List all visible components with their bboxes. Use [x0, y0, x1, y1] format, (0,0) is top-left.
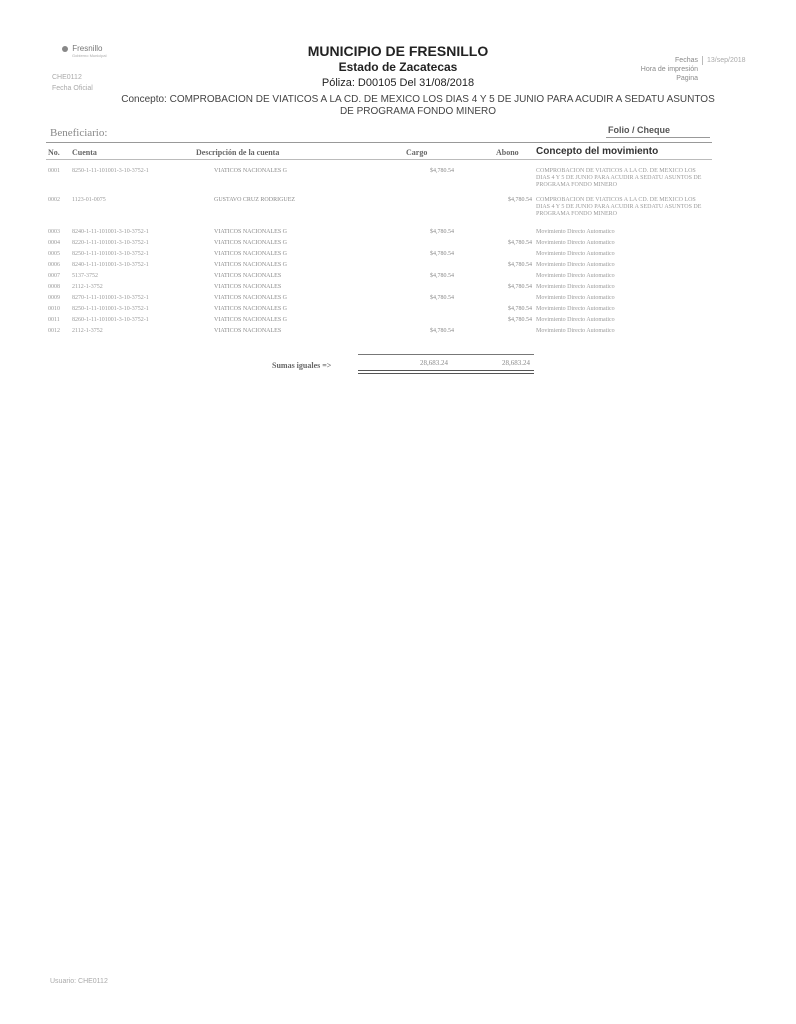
cell-cuenta: 2112-1-3752 [72, 328, 103, 334]
totals-rule-bottom-1 [358, 370, 534, 371]
col-header-abono: Abono [496, 148, 519, 157]
col-header-cargo: Cargo [406, 148, 428, 157]
cell-cuenta: 8250-1-11-101001-3-10-3752-1 [72, 306, 149, 312]
cell-concepto: Movimiento Directo Automatico [536, 328, 615, 334]
sumas-label: Sumas iguales => [272, 361, 332, 370]
cell-descripcion: VIATICOS NACIONALES G [214, 251, 287, 257]
meta-left-line-2: Fecha Oficial [52, 85, 93, 92]
logo-subtext: Gobierno Municipal [72, 53, 107, 58]
meta-left-line-1: CHE0112 [52, 74, 82, 81]
cell-concepto: Movimiento Directo Automatico [536, 284, 615, 290]
cell-cargo: $4,780.54 [430, 273, 454, 279]
folio-underline [606, 137, 710, 138]
poliza-line: Póliza: D00105 Del 31/08/2018 [321, 77, 475, 89]
header-rule-bottom [46, 159, 712, 160]
cell-cuenta: 8270-1-11-101001-3-10-3752-1 [72, 295, 149, 301]
folio-label: Folio / Cheque [608, 125, 670, 135]
cell-concepto: Movimiento Directo Automatico [536, 229, 615, 235]
cell-descripcion: VIATICOS NACIONALES G [214, 229, 287, 235]
cell-cargo: $4,780.54 [430, 328, 454, 334]
cell-no: 0007 [48, 273, 60, 279]
concepto-block [78, 94, 758, 118]
cell-concepto: COMPROBACION DE VIATICOS A LA CD. DE MEXICO LOS DIAS 4 Y 5 DE JUNIO PARA ACUDIR A SEDATU ASUNTOS DE PROGRAMA FONDO MINERO [536, 197, 702, 217]
cell-cuenta: 1123-01-0075 [72, 197, 106, 203]
cell-cuenta: 8220-1-11-101001-3-10-3752-1 [72, 240, 149, 246]
cell-abono: $4,780.54 [508, 284, 532, 290]
cell-cuenta: 8260-1-11-101001-3-10-3752-1 [72, 317, 149, 323]
cell-no: 0002 [48, 197, 60, 203]
document-subtitle: Estado de Zacatecas [338, 60, 458, 74]
totals-rule-bottom-2 [358, 373, 534, 374]
sum-abono: 28,683.24 [502, 359, 530, 367]
cell-concepto: Movimiento Directo Automatico [536, 306, 615, 312]
meta-label-fechas: Fechas [675, 57, 698, 64]
cell-cuenta: 8240-1-11-101001-3-10-3752-1 [72, 229, 149, 235]
cell-cargo: $4,780.54 [430, 168, 454, 174]
cell-descripcion: VIATICOS NACIONALES G [214, 295, 287, 301]
cell-concepto: Movimiento Directo Automatico [536, 262, 615, 268]
cell-no: 0008 [48, 284, 60, 290]
col-header-cuenta: Cuenta [72, 148, 97, 157]
cell-no: 0006 [48, 262, 60, 268]
cell-cuenta: 2112-1-3752 [72, 284, 103, 290]
cell-descripcion: VIATICOS NACIONALES G [214, 168, 287, 174]
cell-concepto: Movimiento Directo Automatico [536, 240, 615, 246]
cell-no: 0001 [48, 168, 60, 174]
cell-no: 0005 [48, 251, 60, 257]
cell-no: 0011 [48, 317, 60, 323]
cell-descripcion: VIATICOS NACIONALES G [214, 262, 287, 268]
footer-user: Usuario: CHE0112 [50, 978, 108, 985]
cell-abono: $4,780.54 [508, 317, 532, 323]
col-header-descripcion: Descripción de la cuenta [196, 148, 280, 157]
col-header-concepto: Concepto del movimiento [536, 146, 659, 157]
cell-descripcion: VIATICOS NACIONALES [214, 284, 282, 290]
cell-concepto: Movimiento Directo Automatico [536, 251, 615, 257]
cell-concepto: Movimiento Directo Automatico [536, 295, 615, 301]
cell-no: 0012 [48, 328, 60, 334]
col-header-no: No. [48, 148, 60, 157]
cell-cargo: $4,780.54 [430, 295, 454, 301]
logo-text: Fresnillo [72, 44, 103, 53]
header-rule-top [46, 142, 712, 143]
cell-no: 0010 [48, 306, 60, 312]
totals-rule-top [358, 354, 534, 355]
cell-descripcion: VIATICOS NACIONALES [214, 273, 282, 279]
meta-label-hora: Hora de impresión [640, 66, 698, 73]
cell-cuenta: 8250-1-11-101001-3-10-3752-1 [72, 251, 149, 257]
concepto-line-1: Concepto: COMPROBACION DE VIATICOS A LA CD. DE MEXICO LOS DIAS 4 Y 5 DE JUNIO PARA ACUDIR A SEDATU ASUNTOS [121, 94, 715, 105]
cell-abono: $4,780.54 [508, 240, 532, 246]
cell-cargo: $4,780.54 [430, 229, 454, 235]
sum-cargo: 28,683.24 [420, 359, 448, 367]
cell-descripcion: GUSTAVO CRUZ RODRIGUEZ [214, 197, 296, 203]
cell-descripcion: VIATICOS NACIONALES [214, 328, 282, 334]
cell-abono: $4,780.54 [508, 197, 532, 203]
cell-descripcion: VIATICOS NACIONALES G [214, 317, 287, 323]
cell-cuenta: 5137-3752 [72, 273, 98, 279]
cell-no: 0004 [48, 240, 60, 246]
cell-no: 0009 [48, 295, 60, 301]
meta-label-pagina: Pagina [676, 75, 698, 82]
document-title: MUNICIPIO DE FRESNILLO [307, 43, 489, 59]
cell-concepto: Movimiento Directo Automatico [536, 273, 615, 279]
concepto-line-2: DE PROGRAMA FONDO MINERO [339, 106, 497, 117]
cell-abono: $4,780.54 [508, 306, 532, 312]
cell-cuenta: 8240-1-11-101001-3-10-3752-1 [72, 262, 149, 268]
cell-concepto: Movimiento Directo Automatico [536, 317, 615, 323]
cell-concepto: COMPROBACION DE VIATICOS A LA CD. DE MEXICO LOS DIAS 4 Y 5 DE JUNIO PARA ACUDIR A SEDATU ASUNTOS DE PROGRAMA FONDO MINERO [536, 168, 702, 188]
cell-descripcion: VIATICOS NACIONALES G [214, 306, 287, 312]
cell-abono: $4,780.54 [508, 262, 532, 268]
beneficiario-label: Beneficiario: [50, 127, 108, 139]
cell-cargo: $4,780.54 [430, 251, 454, 257]
cell-descripcion: VIATICOS NACIONALES G [214, 240, 287, 246]
meta-value-fechas: 13/sep/2018 [707, 57, 746, 64]
cell-cuenta: 8250-1-11-101001-3-10-3752-1 [72, 168, 149, 174]
cell-no: 0003 [48, 229, 60, 235]
